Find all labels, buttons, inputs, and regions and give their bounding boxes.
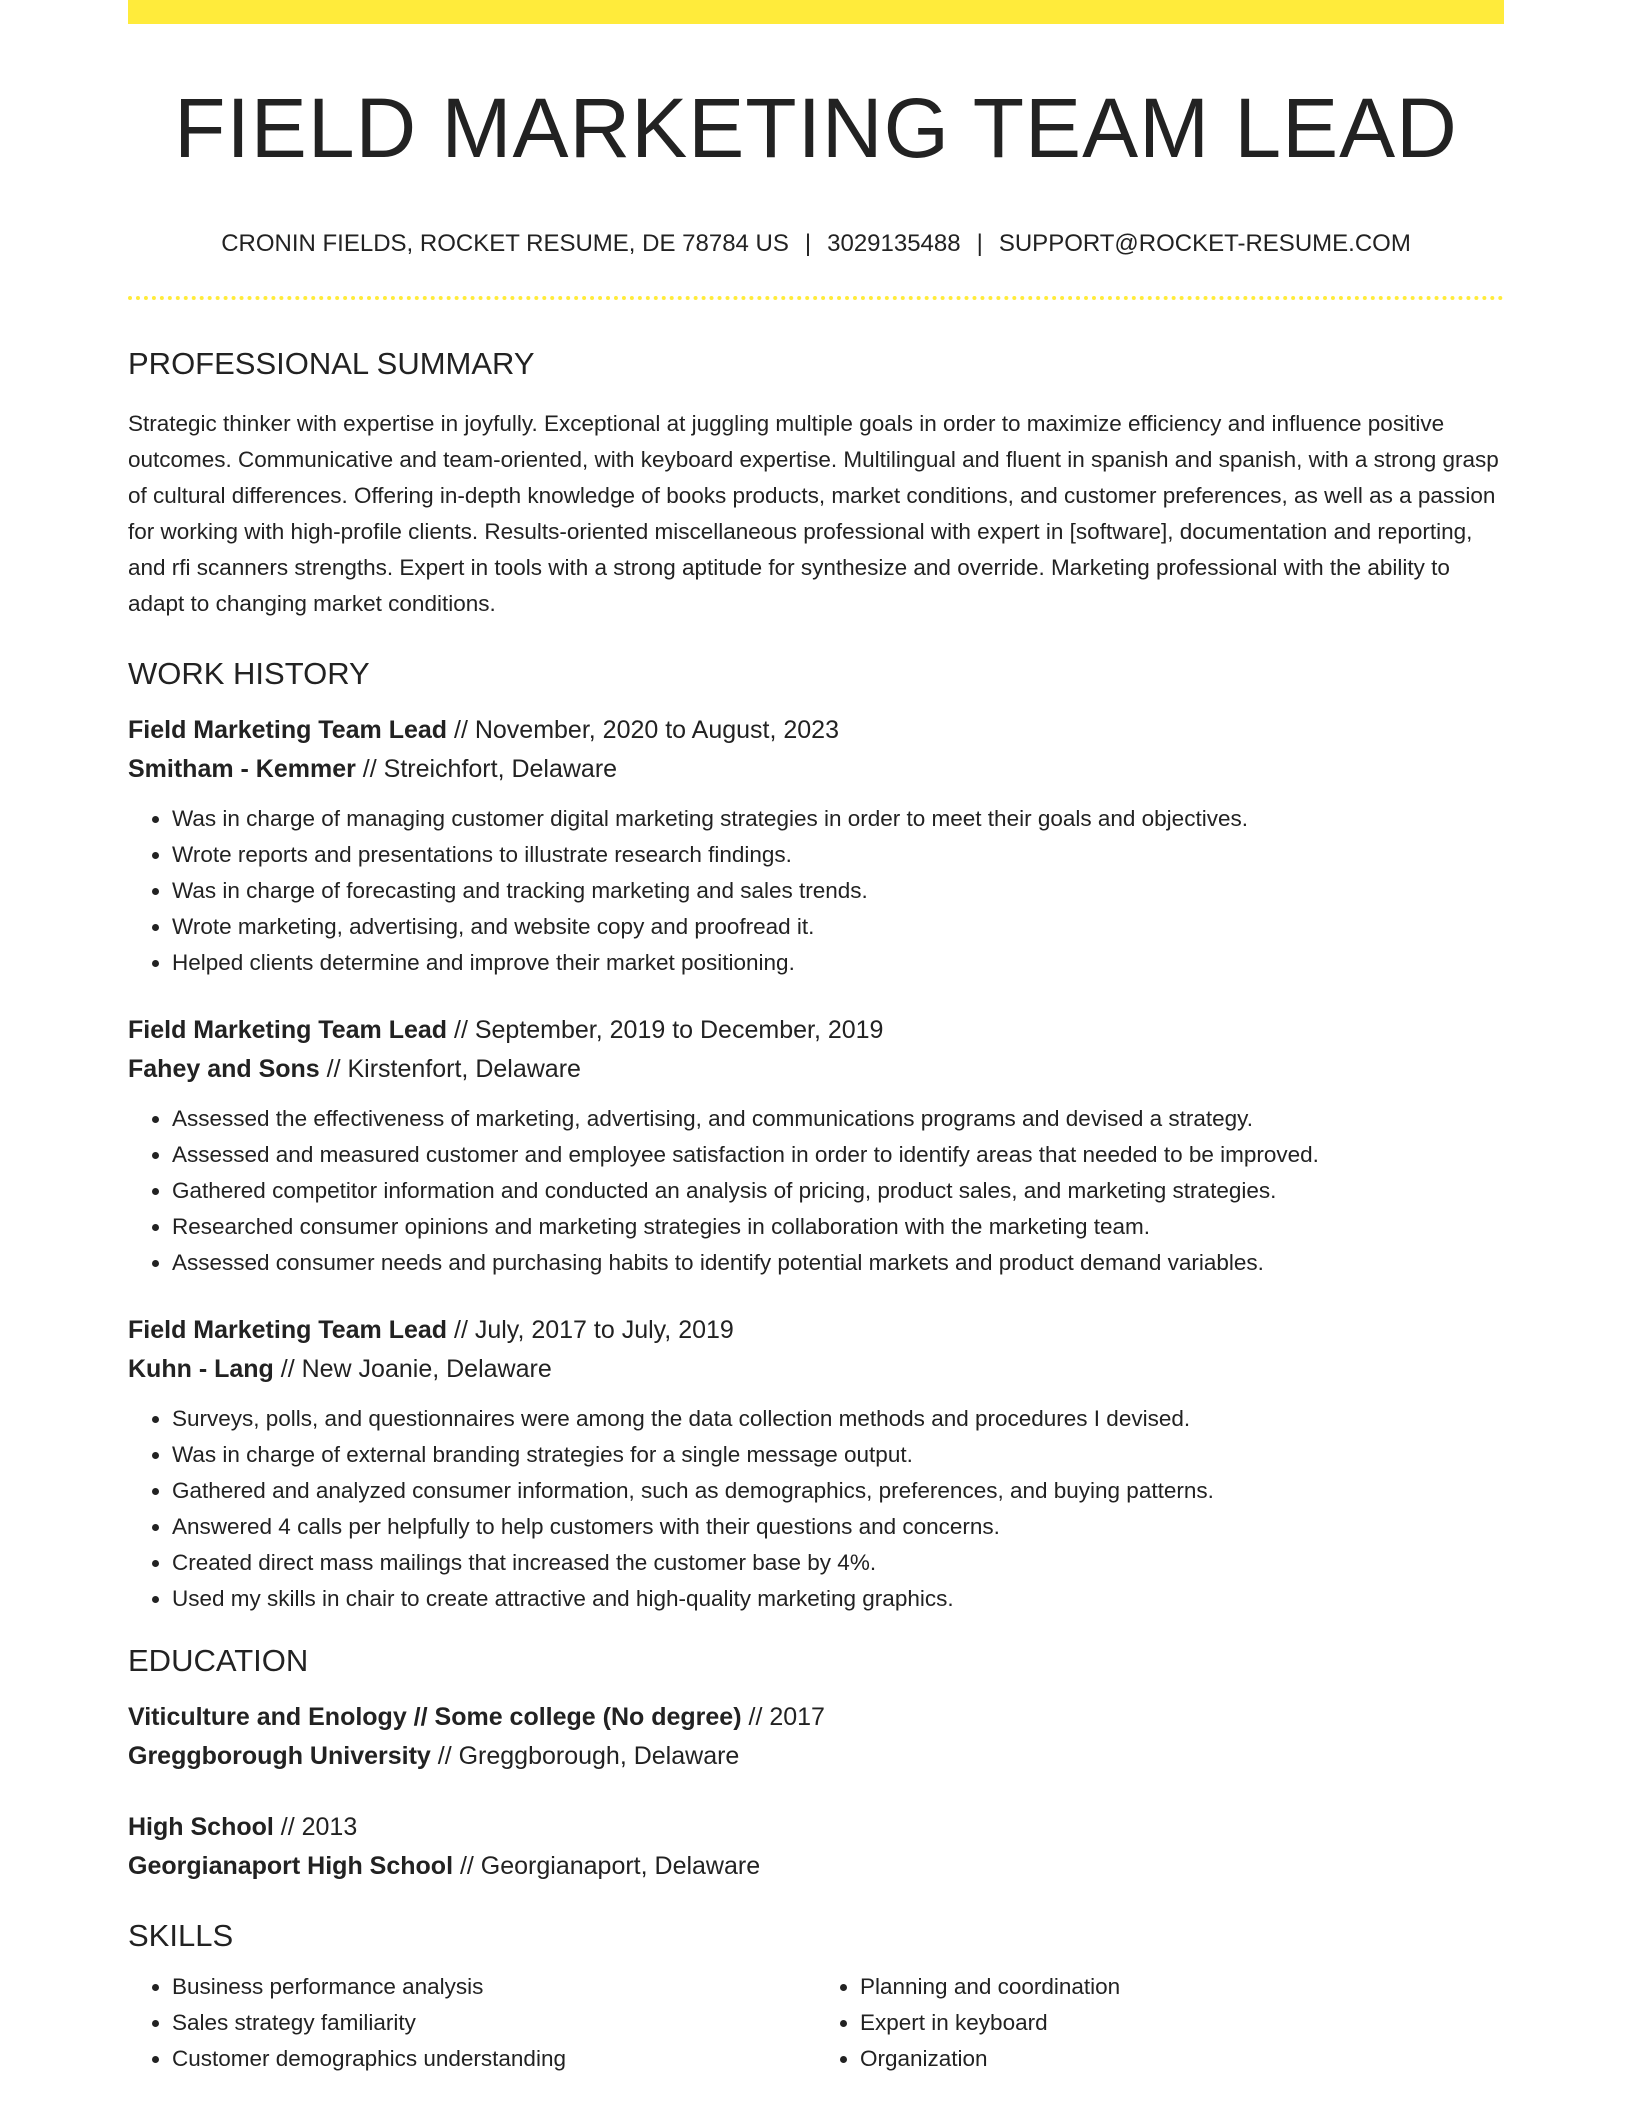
- job-bullets: [128, 1401, 1504, 1617]
- list-item: • Gathered and analyzed consumer information, such as demographics, preferences, and buying patterns.: [172, 1473, 1504, 1509]
- education-degree-line: [128, 1698, 1504, 1737]
- summary-text: Strategic thinker with expertise in joyfully. Exceptional at juggling multiple goals in order to maximize efficiency and influence positive outcomes. Communicative and team-oriented, with keyboard expertise. Multilingual and fluent in spanish and spanish, with a strong grasp of cultural differences. Offering in-depth knowledge of books products, market conditions, and customer preferences, as well as a passion for working with high-profile clients. Results-oriented miscellaneous professional with expert in [software], documentation and reporting, and rfi scanners strengths. Expert in tools with a strong aptitude for synthesize and override. Marketing professional with the ability to adapt to changing market conditions.: [128, 411, 1499, 616]
- job-entry: [128, 1311, 1504, 1617]
- skills-heading: SKILLS: [128, 1918, 234, 1953]
- education-school: Georgianaport High School: [128, 1852, 454, 1880]
- header-divider: [128, 296, 1504, 300]
- contact-address: CRONIN FIELDS, ROCKET RESUME, DE 78784 US: [221, 230, 789, 257]
- list-item: • Answered 4 calls per helpfully to help customers with their questions and concerns.: [172, 1509, 1504, 1545]
- list-item: • Assessed and measured customer and employee satisfaction in order to identify areas that needed to be improved.: [172, 1137, 1504, 1173]
- education-year: // 2013: [273, 1813, 358, 1841]
- skill-item: • Customer demographics understanding: [172, 2041, 816, 2077]
- job-company: Kuhn - Lang: [128, 1355, 274, 1383]
- work-history-heading: WORK HISTORY: [128, 656, 370, 691]
- summary-heading: PROFESSIONAL SUMMARY: [128, 346, 535, 381]
- job-location: // New Joanie, Delaware: [273, 1355, 552, 1383]
- job-dates: // September, 2019 to December, 2019: [447, 1016, 884, 1044]
- job-role: Field Marketing Team Lead: [128, 1316, 448, 1344]
- job-company-line: [128, 1350, 1504, 1389]
- job-role: Field Marketing Team Lead: [128, 1016, 448, 1044]
- job-dates: // November, 2020 to August, 2023: [447, 716, 839, 744]
- education-school: Greggborough University: [128, 1742, 431, 1770]
- contact-separator: |: [804, 230, 812, 257]
- list-item: • Gathered competitor information and conducted an analysis of pricing, product sales, and marketing strategies.: [172, 1173, 1504, 1209]
- education-school-line: [128, 1737, 1504, 1776]
- job-title-line: [128, 711, 1504, 750]
- education-degree-line: [128, 1808, 1504, 1847]
- education-degree: High School: [128, 1813, 274, 1841]
- education-location: // Greggborough, Delaware: [430, 1742, 740, 1770]
- list-item: • Assessed consumer needs and purchasing habits to identify potential markets and product demand variables.: [172, 1245, 1504, 1281]
- education-degree: Viticulture and Enology // Some college (No degree): [128, 1703, 742, 1731]
- skills-columns: [128, 1969, 1504, 2077]
- contact-line: [128, 232, 1504, 256]
- education-entry: [128, 1808, 1504, 1886]
- job-role: Field Marketing Team Lead: [128, 716, 448, 744]
- list-item: • Helped clients determine and improve their market positioning.: [172, 945, 1504, 981]
- education-entry: [128, 1698, 1504, 1776]
- list-item: • Wrote reports and presentations to illustrate research findings.: [172, 837, 1504, 873]
- skills-right-list: [816, 1969, 1504, 2077]
- job-entry: [128, 711, 1504, 981]
- job-company-line: [128, 750, 1504, 789]
- education-school-line: [128, 1847, 1504, 1886]
- job-dates: // July, 2017 to July, 2019: [447, 1316, 734, 1344]
- job-title-line: [128, 1311, 1504, 1350]
- skill-item: • Organization: [860, 2041, 1504, 2077]
- list-item: • Created direct mass mailings that increased the customer base by 4%.: [172, 1545, 1504, 1581]
- list-item: • Was in charge of forecasting and tracking marketing and sales trends.: [172, 873, 1504, 909]
- contact-phone: 3029135488: [827, 230, 961, 257]
- contact-separator: |: [976, 230, 983, 257]
- job-bullets: [128, 1101, 1504, 1281]
- job-location: // Kirstenfort, Delaware: [319, 1055, 581, 1083]
- resume-title: FIELD MARKETING TEAM LEAD: [174, 81, 1458, 175]
- job-location: // Streichfort, Delaware: [355, 755, 618, 783]
- education-location: // Georgianaport, Delaware: [453, 1852, 761, 1880]
- job-bullets: [128, 801, 1504, 981]
- list-item: • Was in charge of external branding strategies for a single message output.: [172, 1437, 1504, 1473]
- job-title-line: [128, 1011, 1504, 1050]
- list-item: • Assessed the effectiveness of marketing, advertising, and communications programs and devised a strategy.: [172, 1101, 1504, 1137]
- job-entry: [128, 1011, 1504, 1281]
- resume-page: [128, 0, 1504, 2077]
- skills-left-list: [128, 1969, 816, 2077]
- job-company-line: [128, 1050, 1504, 1089]
- list-item: • Wrote marketing, advertising, and website copy and proofread it.: [172, 909, 1504, 945]
- list-item: • Surveys, polls, and questionnaires were among the data collection methods and procedures I devised.: [172, 1401, 1504, 1437]
- top-accent-bar: [128, 0, 1504, 24]
- skill-item: • Planning and coordination: [860, 1969, 1504, 2005]
- skill-item: • Sales strategy familiarity: [172, 2005, 816, 2041]
- education-year: // 2017: [741, 1703, 825, 1731]
- job-company: Fahey and Sons: [128, 1055, 320, 1083]
- list-item: • Used my skills in chair to create attractive and high-quality marketing graphics.: [172, 1581, 1504, 1617]
- list-item: • Was in charge of managing customer digital marketing strategies in order to meet their goals and objectives.: [172, 801, 1504, 837]
- list-item: • Researched consumer opinions and marketing strategies in collaboration with the marketing team.: [172, 1209, 1504, 1245]
- contact-email: SUPPORT@ROCKET-RESUME.COM: [998, 230, 1411, 257]
- skill-item: • Business performance analysis: [172, 1969, 816, 2005]
- education-heading: EDUCATION: [128, 1643, 309, 1678]
- skill-item: • Expert in keyboard: [860, 2005, 1504, 2041]
- job-company: Smitham - Kemmer: [128, 755, 356, 783]
